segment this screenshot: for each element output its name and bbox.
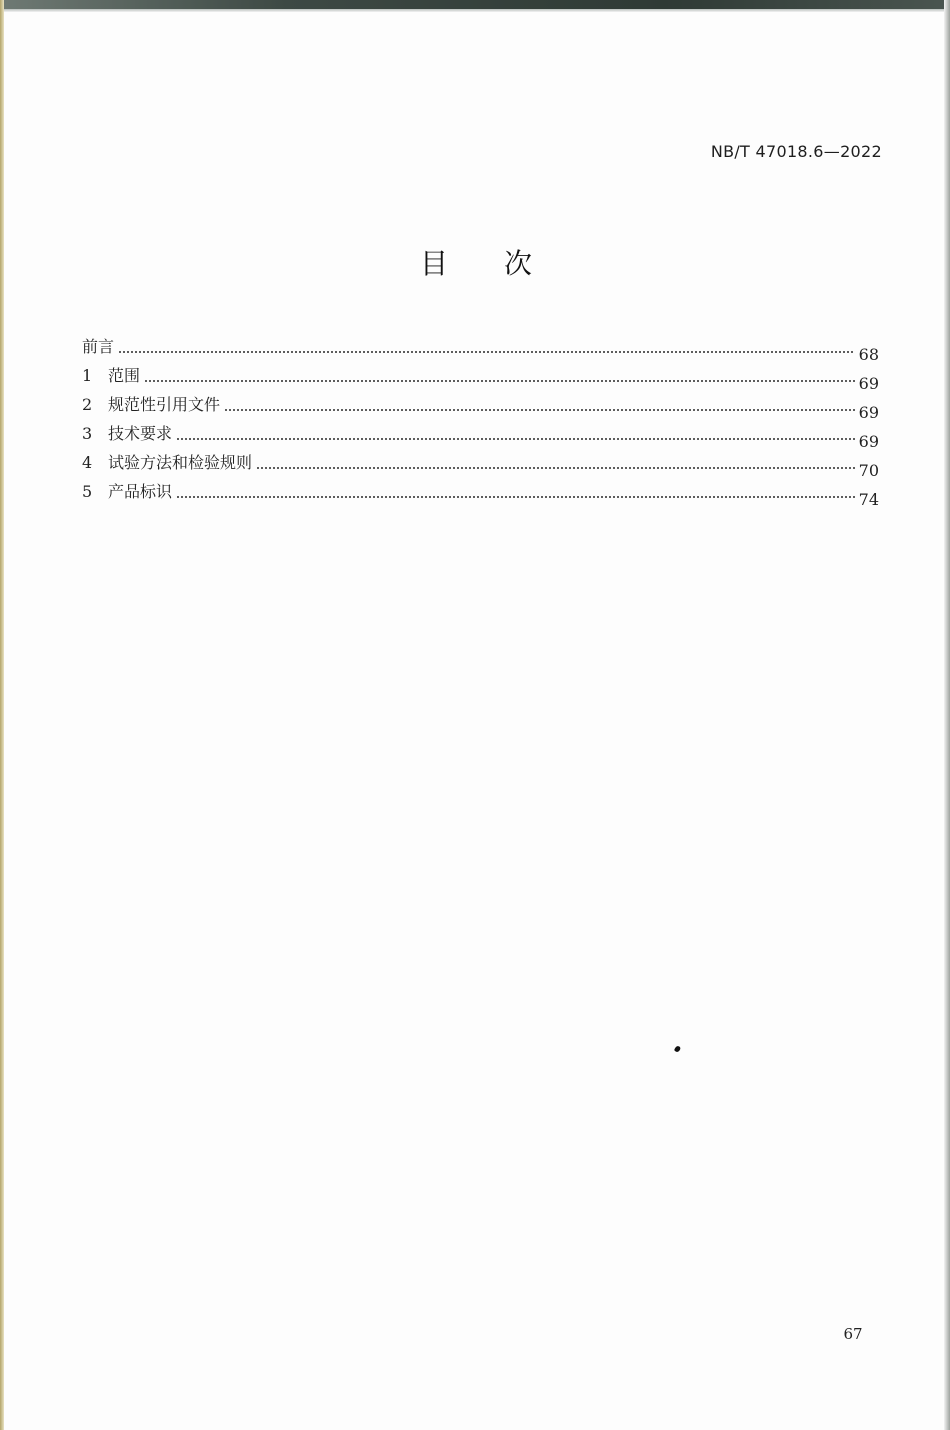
toc-leader-dots: [224, 408, 855, 412]
toc-entry-page: 69: [858, 432, 879, 451]
toc-entry-page: 74: [858, 490, 879, 509]
toc-entry-scope[interactable]: [82, 357, 879, 393]
toc-entry-number: 1: [82, 366, 93, 385]
toc-entry-label: 产品标识: [108, 482, 173, 501]
toc-leader-dots: [176, 437, 855, 441]
scan-top-shadow: [0, 9, 950, 12]
toc-entry-page: 69: [858, 374, 879, 393]
table-of-contents: [82, 328, 879, 509]
toc-entry-number: 4: [82, 453, 93, 472]
toc-entry-number: 3: [82, 424, 93, 443]
standard-code: NB/T 47018.6—2022: [710, 142, 882, 161]
toc-entry-label: 试验方法和检验规则: [108, 453, 253, 472]
scan-top-edge: [0, 0, 950, 9]
toc-entry-foreword[interactable]: [82, 328, 879, 364]
toc-entry-label: 前言: [82, 337, 115, 356]
toc-entry-page: 70: [858, 461, 879, 480]
toc-entry-product-marking[interactable]: [82, 473, 879, 509]
toc-leader-dots: [256, 466, 855, 470]
toc-leader-dots: [176, 495, 855, 499]
toc-entry-label: 技术要求: [108, 424, 173, 443]
scan-left-edge: [0, 0, 4, 1430]
scan-speck: [674, 1045, 681, 1053]
toc-entry-normative-references[interactable]: [82, 386, 879, 422]
page-number: 67: [843, 1325, 863, 1343]
toc-entry-test-methods[interactable]: [82, 444, 879, 480]
toc-entry-page: 69: [858, 403, 879, 422]
toc-entry-label: 规范性引用文件: [108, 395, 221, 414]
toc-entry-label: 范围: [108, 366, 141, 385]
toc-title-char-2: 次: [504, 247, 533, 280]
scan-right-edge: [944, 0, 950, 1430]
toc-entry-page: 68: [858, 345, 879, 364]
toc-entry-technical-requirements[interactable]: [82, 415, 879, 451]
toc-title-char-1: 目: [420, 247, 449, 280]
toc-leader-dots: [144, 379, 855, 383]
toc-leader-dots: [118, 350, 855, 354]
toc-entry-number: 5: [82, 482, 93, 501]
toc-entry-number: 2: [82, 395, 93, 414]
